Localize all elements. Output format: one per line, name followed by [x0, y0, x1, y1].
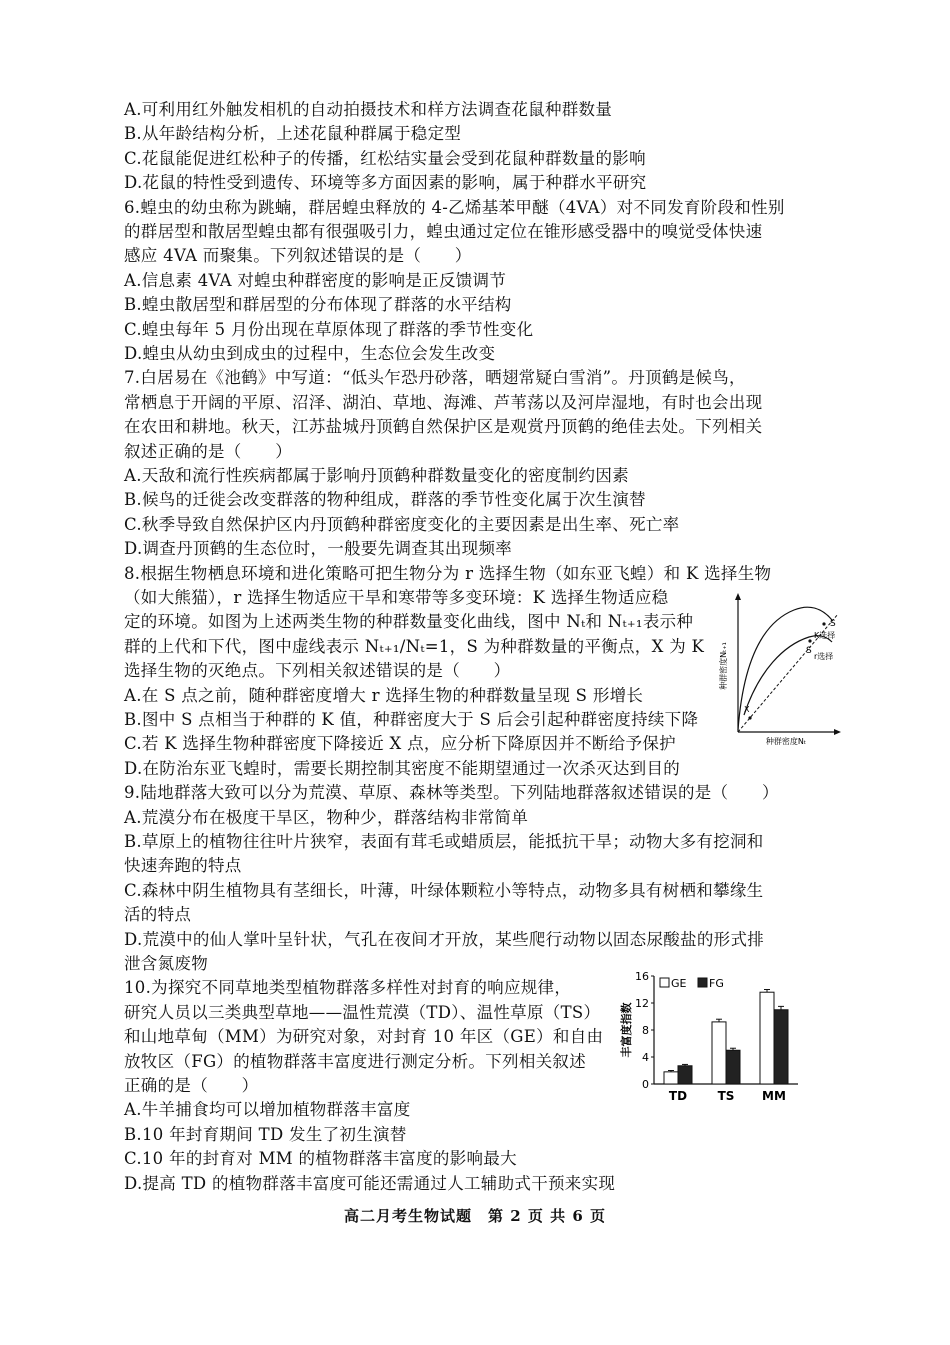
text-line: 7.白居易在《池鹤》中写道：“低头乍恐丹砂落，晒翅常疑白雪消”。丹顶鹤是候鸟，: [124, 368, 746, 388]
text-line: D.在防治东亚飞蝗时，需要长期控制其密度不能期望通过一次杀灭达到目的: [124, 758, 681, 778]
text-line: D.荒漠中的仙人掌叶呈针状，气孔在夜间才开放，某些爬行动物以固态尿酸盐的形式排: [124, 929, 765, 949]
bar-ge-mm: [760, 992, 774, 1084]
population-curve-svg: [714, 590, 842, 754]
bar-fg-ts: [726, 1050, 740, 1084]
label-k-selection: K选择: [814, 631, 836, 640]
text-line: 和山地草甸（MM）为研究对象，对封育 10 年区（GE）和自由: [124, 1027, 604, 1047]
x-axis-label: 种群密度Nₜ: [765, 737, 807, 746]
legend-label-fg: FG: [709, 977, 724, 990]
y-tick-label: 0: [642, 1078, 649, 1091]
label-x: X: [744, 705, 750, 714]
text-line: 10.为探究不同草地类型植物群落多样性对封育的响应规律，: [124, 978, 572, 998]
text-line: 的群居型和散居型蝗虫都有很强吸引力，蝗虫通过定位在锥形感受器中的嗅觉受体快速: [124, 222, 763, 241]
text-line: C.秋季导致自然保护区内丹顶鹤种群密度变化的主要因素是出生率、死亡率: [124, 514, 680, 534]
bar-ge-td: [664, 1072, 678, 1084]
point-s-k: [808, 639, 811, 642]
text-line: 6.蝗虫的幼虫称为跳蝻，群居蝗虫释放的 4-乙烯基苯甲醚（4VA）对不同发育阶段和性别: [124, 197, 785, 217]
label-r-selection: r选择: [814, 652, 834, 661]
x-tick-label: TS: [717, 1089, 735, 1103]
text-line: 群的上代和下代，图中虚线表示 Nₜ₊₁/Nₜ=1，S 为种群数量的平衡点，X 为 K: [124, 636, 705, 656]
legend-label-ge: GE: [671, 977, 687, 990]
text-line: 常栖息于开阔的平原、沼泽、湖泊、草地、海滩、芦苇荡以及河岸湿地，有时也会出现: [124, 392, 763, 412]
text-line: 快速奔跑的特点: [124, 856, 242, 876]
text-line: 放牧区（FG）的植物群落丰富度进行测定分析。下列相关叙述: [124, 1051, 587, 1071]
text-line: D.调查丹顶鹤的生态位时，一般要先调查其出现频率: [124, 539, 513, 559]
text-line: D.提高 TD 的植物群落丰富度可能还需通过人工辅助式干预来实现: [124, 1173, 616, 1193]
text-line: C.若 K 选择生物种群密度下降接近 X 点，应分析下降原因并不断给予保护: [124, 734, 676, 754]
page-footer: 高二月考生物试题 第 2 页 共 6 页: [344, 1207, 606, 1225]
text-line: B.蝗虫散居型和群居型的分布体现了群落的水平结构: [124, 295, 512, 315]
text-line: B.图中 S 点相当于种群的 K 值，种群密度大于 S 后会引起种群密度持续下降: [124, 710, 699, 729]
x-tick-label: TD: [668, 1089, 688, 1103]
y-axis-arrow: [735, 593, 741, 600]
label-s-top: S: [830, 619, 836, 629]
text-line: A.信息素 4VA 对蝗虫种群密度的影响是正反馈调节: [124, 270, 507, 290]
text-line: 感应 4VA 而聚集。下列叙述错误的是（ ）: [124, 246, 472, 266]
text-line: A.在 S 点之前，随种群密度增大 r 选择生物的种群数量呈现 S 形增长: [124, 685, 644, 705]
text-line: 正确的是（ ）: [124, 1076, 259, 1095]
point-s-r: [822, 622, 825, 625]
text-line: A.可利用红外触发相机的自动拍摄技术和样方法调查花鼠种群数量: [124, 100, 613, 119]
bar-fg-td: [678, 1066, 692, 1084]
text-line: C.蝗虫每年 5 月份出现在草原体现了群落的季节性变化: [124, 319, 534, 339]
text-line: 定的环境。如图为上述两类生物的种群数量变化曲线，图中 Nₜ和 Nₜ₊₁表示种: [124, 612, 694, 632]
y-tick-label: 4: [642, 1051, 649, 1064]
text-line: C.10 年的封育对 MM 的植物群落丰富度的影响最大: [124, 1149, 517, 1169]
y-axis-label: 丰富度指数: [620, 1002, 633, 1058]
text-line: C.花鼠能促进红松种子的传播，红松结实量会受到花鼠种群数量的影响: [124, 148, 646, 168]
population-curve-figure: [714, 590, 842, 754]
text-line: 活的特点: [124, 905, 192, 925]
text-line: C.森林中阴生植物具有茎细长，叶薄，叶绿体颗粒小等特点，动物多具有树栖和攀缘生: [124, 880, 764, 900]
text-line: 泄含氮废物: [124, 954, 208, 973]
text-line: 选择生物的灭绝点。下列相关叙述错误的是（ ）: [124, 661, 511, 681]
bar-ge-ts: [712, 1022, 726, 1084]
text-line: 9.陆地群落大致可以分为荒漠、草原、森林等类型。下列陆地群落叙述错误的是（ ）: [124, 783, 779, 803]
legend-swatch-fg: [698, 978, 707, 987]
richness-bar-chart: [612, 966, 808, 1106]
text-line: A.荒漠分布在极度干旱区，物种少，群落结构非常简单: [124, 807, 529, 827]
y-axis-label: 种群密度Nₜ₊₁: [719, 642, 728, 690]
richness-bar-chart-svg: [612, 966, 808, 1106]
text-line: 8.根据生物栖息环境和进化策略可把生物分为 r 选择生物（如东亚飞蝗）和 K 选择生物: [124, 563, 772, 583]
text-line: A.牛羊捕食均可以增加植物群落丰富度: [124, 1100, 411, 1120]
text-line: 叙述正确的是（ ）: [124, 441, 292, 461]
r-selection-curve: [738, 607, 832, 730]
legend-swatch-ge: [660, 978, 669, 987]
y-tick-label: 16: [635, 970, 649, 983]
text-line: B.从年龄结构分析，上述花鼠种群属于稳定型: [124, 124, 462, 144]
text-line: 研究人员以三类典型草地——温性荒漠（TD）、温性草原（TS）: [124, 1002, 601, 1022]
text-line: 在农田和耕地。秋天，江苏盐城丹顶鹤自然保护区是观赏丹顶鹤的绝佳去处。下列相关: [124, 417, 763, 437]
y-tick-label: 8: [642, 1024, 649, 1037]
x-axis-arrow: [834, 729, 841, 735]
text-line: B.候鸟的迁徙会改变群落的物种组成，群落的季节性变化属于次生演替: [124, 490, 646, 510]
text-line: D.花鼠的特性受到遗传、环境等多方面因素的影响，属于种群水平研究: [124, 173, 647, 193]
text-line: B.10 年封育期间 TD 发生了初生演替: [124, 1124, 407, 1144]
text-line: A.天敌和流行性疾病都属于影响丹顶鹤种群数量变化的密度制约因素: [124, 466, 629, 485]
bar-fg-mm: [774, 1010, 788, 1084]
point-x: [748, 716, 751, 719]
text-line: D.蝗虫从幼虫到成虫的过程中，生态位会发生改变: [124, 344, 496, 363]
x-tick-label: MM: [762, 1089, 786, 1103]
y-tick-label: 12: [635, 997, 649, 1010]
text-line: （如大熊猫），r 选择生物适应干旱和寒带等多变环境：K 选择生物适应稳: [124, 588, 669, 607]
text-line: B.草原上的植物往往叶片狭窄，表面有茸毛或蜡质层，能抵抗干旱；动物大多有挖洞和: [124, 832, 764, 851]
label-s-bottom: S: [806, 646, 812, 656]
